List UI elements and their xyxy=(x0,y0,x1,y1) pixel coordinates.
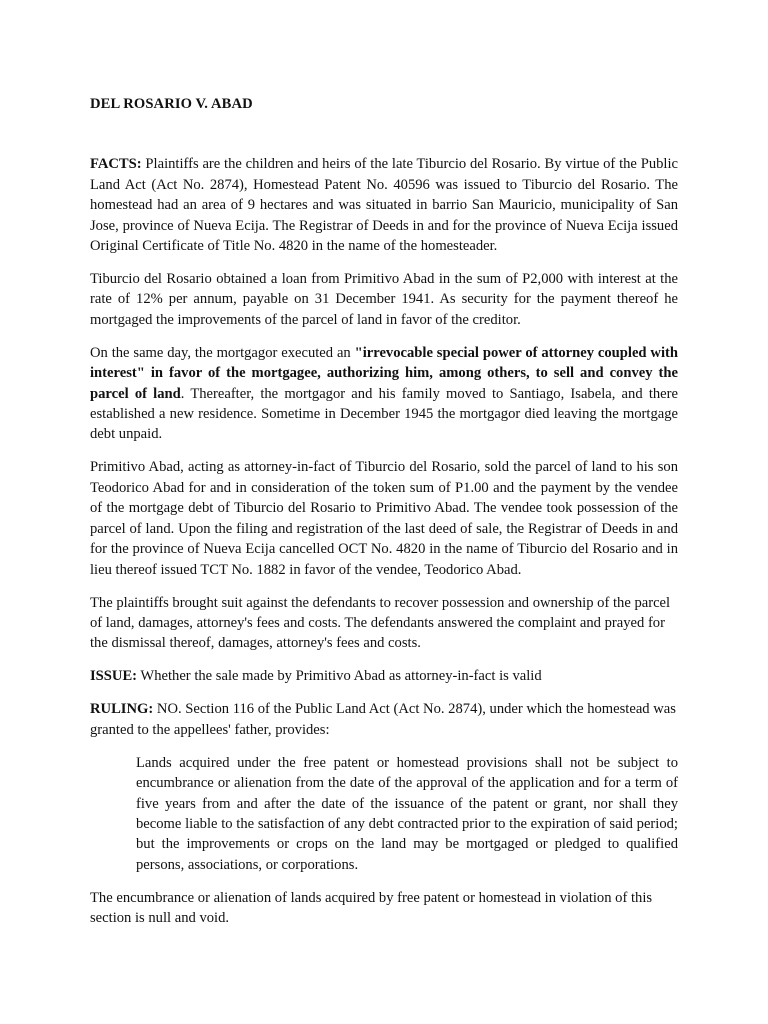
power-text-bold: "irrevocable special power of attorney coupled with interest" in favor of the mortgagee, authorizing him, among others, to sell and convey the parcel of land xyxy=(90,344,678,402)
facts-text: Plaintiffs are the children and heirs of the late Tiburcio del Rosario. By virtue of the Public Land Act (Act No. 2874), Homestead Patent No. 40596 was issued to Tiburcio del Rosario. The homestead had an area of 9 hectares and was situated in barrio San Mauricio, municipality of San Jose, province of Nueva Ecija. The Registrar of Deeds in and for the province of Nueva Ecija issued Original Certificate of Title No. 4820 in the name of the homesteader. xyxy=(90,156,678,255)
ruling-paragraph xyxy=(90,699,678,740)
issue-text: Whether the sale made by Primitivo Abad as attorney-in-fact is valid xyxy=(137,668,542,685)
loan-paragraph: Tiburcio del Rosario obtained a loan from Primitivo Abad in the sum of P2,000 with interest at the rate of 12% per annum, payable on 31 December 1941. As security for the payment thereof he mortgaged the improvements of the parcel of land in favor of the creditor. xyxy=(90,271,678,328)
statute-quote: Lands acquired under the free patent or homestead provisions shall not be subject to encumbrance or alienation from the date of the approval of the application and for a term of five years from and after the date of the issuance of the patent or grant, nor shall they become liable to the satisfaction of any debt contracted prior to the expiration of said period; but the improvements or crops on the land may be mortgaged or pledged to qualified persons, associations, or corporations. xyxy=(136,754,678,873)
power-of-attorney-paragraph xyxy=(90,343,678,445)
suit-paragraph: The plaintiffs brought suit against the defendants to recover possession and ownership of the parcel of land, damages, attorney's fees and costs. The defendants answered the complaint and prayed for the dismissal thereof, damages, attorney's fees and costs. xyxy=(90,594,671,652)
sale-paragraph: Primitivo Abad, acting as attorney-in-fact of Tiburcio del Rosario, sold the parcel of land to his son Teodorico Abad for and in consideration of the token sum of P1.00 and the payment by the vendee of the mortgage debt of Tiburcio del Rosario to Primitivo Abad. The vendee took possession of the parcel of land. Upon the filing and registration of the last deed of sale, the Registrar of Deeds in and for the province of Nueva Ecija cancelled OCT No. 4820 in the name of Tiburcio del Rosario and in lieu thereof issued TCT No. 1882 in favor of the vendee, Teodorico Abad. xyxy=(90,459,678,578)
case-title: DEL ROSARIO V. ABAD xyxy=(90,96,253,112)
ruling-label: RULING: xyxy=(90,701,154,718)
facts-paragraph xyxy=(90,154,678,256)
conclusion-paragraph: The encumbrance or alienation of lands acquired by free patent or homestead in violation of this section is null and void. xyxy=(90,889,653,927)
issue-label: ISSUE: xyxy=(90,668,138,685)
facts-label: FACTS: xyxy=(90,156,142,173)
issue-paragraph xyxy=(90,666,678,686)
power-text-before: On the same day, the mortgagor executed an xyxy=(90,344,355,361)
ruling-text: NO. Section 116 of the Public Land Act (Act No. 2874), under which the homestead was granted to the appellees' father, provides: xyxy=(90,701,676,738)
power-text-after: . Thereafter, the mortgagor and his family moved to Santiago, Isabela, and there established a new residence. Sometime in December 1945 the mortgagor died leaving the mortgage debt unpaid. xyxy=(90,385,678,443)
